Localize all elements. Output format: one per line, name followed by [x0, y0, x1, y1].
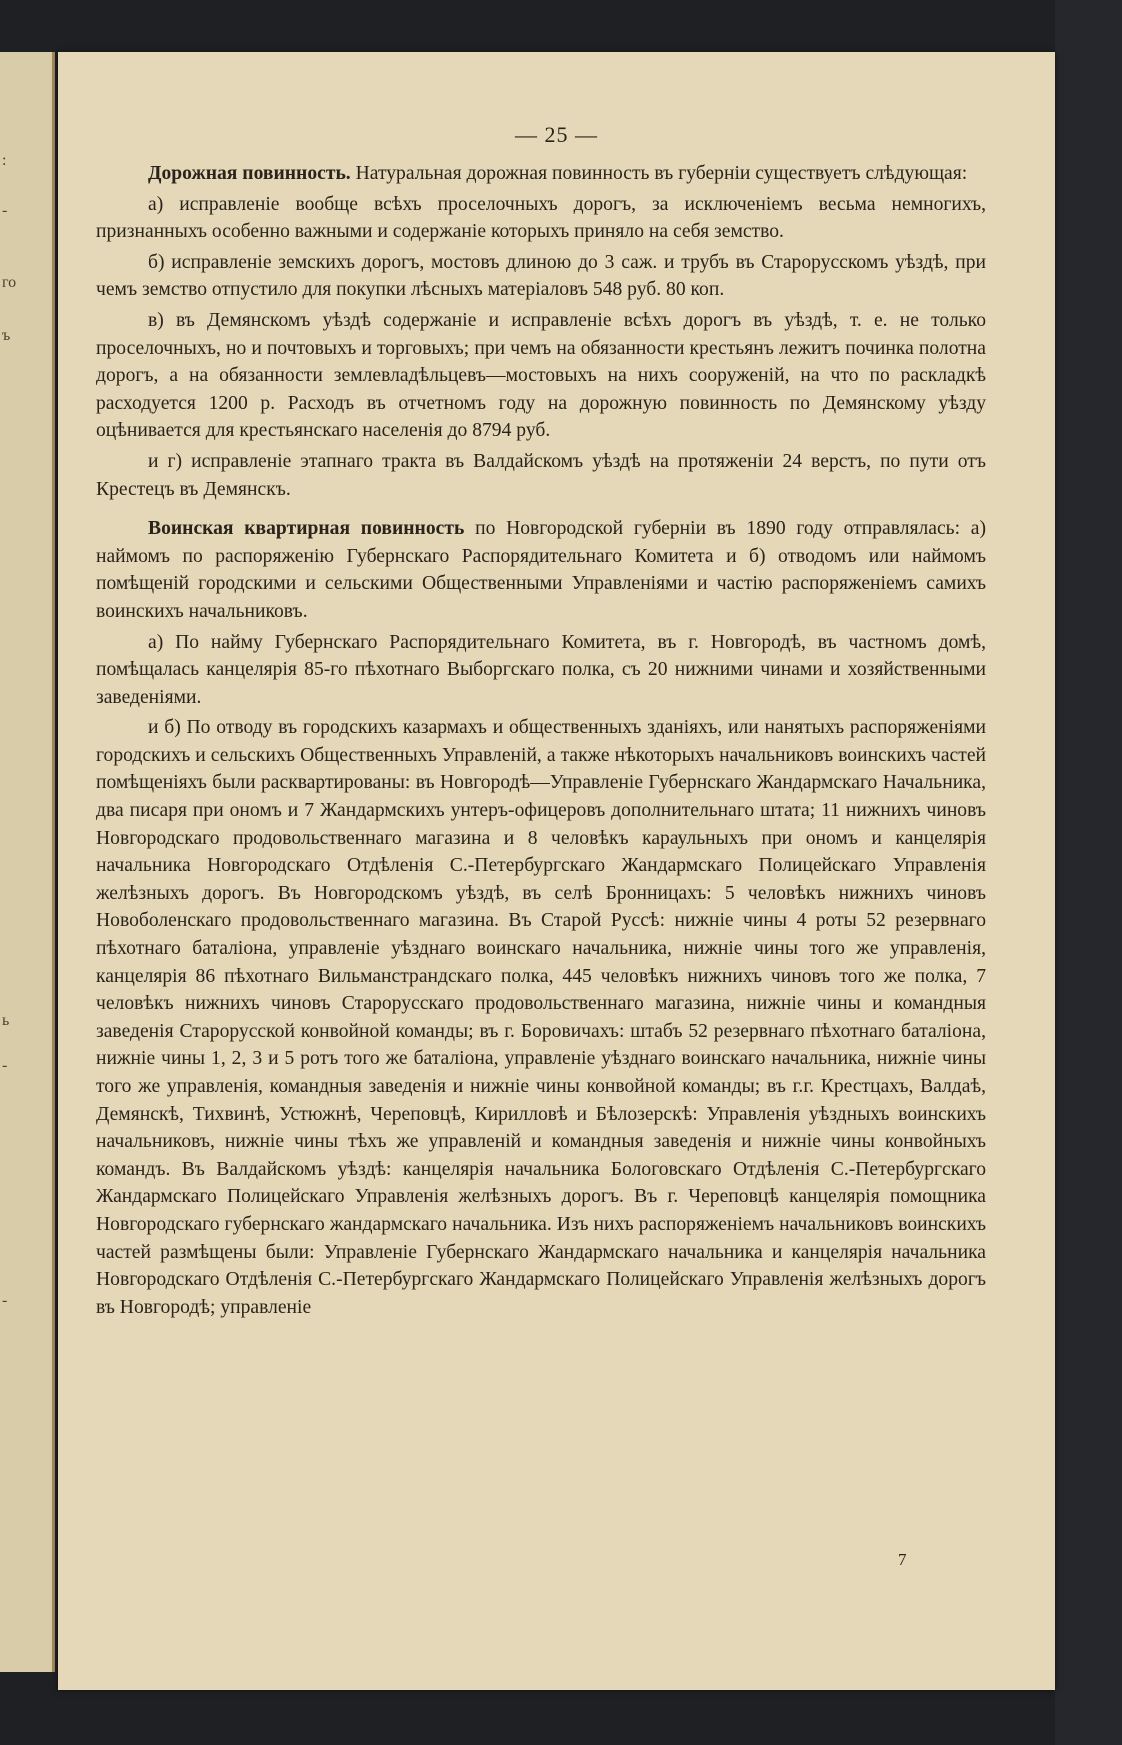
signature-mark: 7 [898, 1550, 907, 1569]
section-heading: Дорожная повинность. [148, 163, 351, 184]
left-page-fragment: - [2, 202, 8, 219]
left-page-fragment: - [2, 1292, 8, 1309]
document-page [58, 52, 1055, 1690]
left-page-edge [0, 52, 55, 1672]
paragraph-text: по Новгородской губерніи въ 1890 году отправлялась: а) наймомъ по распоряженію Губернскаго Распорядительнаго Комитета и б) отводомъ или наймомъ помѣщеній городскими и сельскими Общественными Управленіями и частію распоряженіемъ самихъ воинскихъ начальниковъ. [96, 518, 986, 622]
paragraph [96, 515, 986, 625]
paragraph [96, 160, 986, 188]
paragraph: а) По найму Губернскаго Распорядительнаго Комитета, въ г. Новгородѣ, въ частномъ домѣ, помѣщалась канцелярія 85-го пѣхотнаго Выборгскаго полка, съ 20 нижними чинами и хозяйственными заведеніями. [96, 631, 986, 708]
paragraph: и б) По отводу въ городскихъ казармахъ и общественныхъ зданіяхъ, или нанятыхъ распоряженіями городскихъ и сельскихъ Общественныхъ Управленій, а также нѣкоторыхъ начальниковъ воинскихъ частей помѣщеніяхъ были расквартированы: въ Новгородѣ—Управленіе Губернскаго Жандармскаго Начальника, два писаря при ономъ и 7 Жандармскихъ унтеръ-офицеровъ дополнительнаго штата; 11 нижнихъ чиновъ Новгородскаго продовольственнаго магазина и 8 человѣкъ караульныхъ при ономъ и канцелярія начальника Новгородскаго Отдѣленія С.-Петербургскаго Жандармскаго Полицейскаго Управленія желѣзныхъ дорогъ. Въ Новгородскомъ уѣздѣ, въ селѣ Бронницахъ: 5 человѣкъ нижнихъ чиновъ Новоболенскаго продовольственнаго магазина. Въ Старой Руссѣ: нижніе чины 4 роты 52 резервнаго пѣхотнаго баталіона, управленіе уѣзднаго воинскаго начальника, нижніе чины того же управленія, канцелярія 86 пѣхотнаго Вильманстрандскаго полка, 445 человѣкъ нижнихъ чиновъ того же полка, 7 человѣкъ нижнихъ чиновъ Старорусскаго продовольственнаго магазина, нижніе чины и командныя заведенія Старорусской конвойной команды; въ г. Боровичахъ: штабъ 52 резервнаго пѣхотнаго баталіона, нижніе чины 1, 2, 3 и 5 ротъ того же баталіона, управленіе уѣзднаго воинскаго начальника, нижніе чины того же управленія, командныя заведенія и нижніе чины конвойной команды; въ г.г. Крестцахъ, Валдаѣ, Демянскѣ, Тихвинѣ, Устюжнѣ, Череповцѣ, Кирилловѣ и Бѣлозерскѣ: Управленія уѣздныхъ воинскихъ начальниковъ, нижніе чины тѣхъ же управленій и командныя заведенія и нижніе чины конвойныхъ командъ. Въ Валдайскомъ уѣздѣ: канцелярія начальника Бологовскаго Отдѣленія С.-Петербургскаго Жандармскаго Полицейскаго Управленія желѣзныхъ дорогъ. Въ г. Череповцѣ канцелярія помощника Новгородскаго губернскаго жандармскаго начальника. Изъ нихъ распоряженіемъ начальниковъ воинскихъ частей размѣщены были: Управленіе Губернскаго Жандармскаго начальника и канцелярія начальника Новгородскаго Отдѣленія С.-Петербургскаго Жандармскаго Полицейскаго Управленія желѣзныхъ дорогъ въ Новгородѣ; управленіе [96, 717, 986, 1318]
page-text [96, 160, 986, 1324]
paragraph: б) исправленіе земскихъ дорогъ, мостовъ длиною до 3 саж. и трубъ въ Старорусскомъ уѣздѣ, при чемъ земство отпустило для покупки лѣсныхъ матеріаловъ 548 руб. 80 коп. [96, 251, 986, 301]
paragraph: а) исправленіе вообще всѣхъ проселочныхъ дорогъ, за исключеніемъ весьма немногихъ, признанныхъ особенно важными и содержаніе которыхъ приняло на себя земство. [96, 193, 986, 243]
section-heading: Воинская квартирная повинность [148, 518, 465, 540]
left-page-fragment: ъ [2, 327, 11, 344]
paragraph: и г) исправленіе этапнаго тракта въ Валдайскомъ уѣздѣ на протяженіи 24 верстъ, по пути отъ Крестецъ въ Демянскъ. [96, 450, 986, 500]
left-page-fragment: - [2, 1057, 8, 1074]
page-number: — 25 — [515, 122, 598, 147]
background-shadow [1055, 0, 1122, 1745]
paragraph: в) въ Демянскомъ уѣздѣ содержаніе и исправленіе всѣхъ дорогъ въ уѣздѣ, т. е. не только проселочныхъ, но и почтовыхъ и торговыхъ; при чемъ на обязанности крестьянъ лежитъ починка полотна дорогъ, а на обязанности землевладѣльцевъ—мостовыхъ на нихъ сооруженій, на что по раскладкѣ расходуется 1200 р. Расходъ въ отчетномъ году на дорожную повинность по Демянскому уѣзду оцѣнивается для крестьянскаго населенія до 8794 руб. [96, 309, 986, 442]
left-page-fragment: го [2, 274, 17, 291]
left-page-fragment: : [2, 152, 7, 169]
left-page-fragment: ь [2, 1012, 10, 1029]
paragraph-text: Натуральная дорожная повинность въ губерніи существуетъ слѣдующая: [355, 163, 968, 184]
